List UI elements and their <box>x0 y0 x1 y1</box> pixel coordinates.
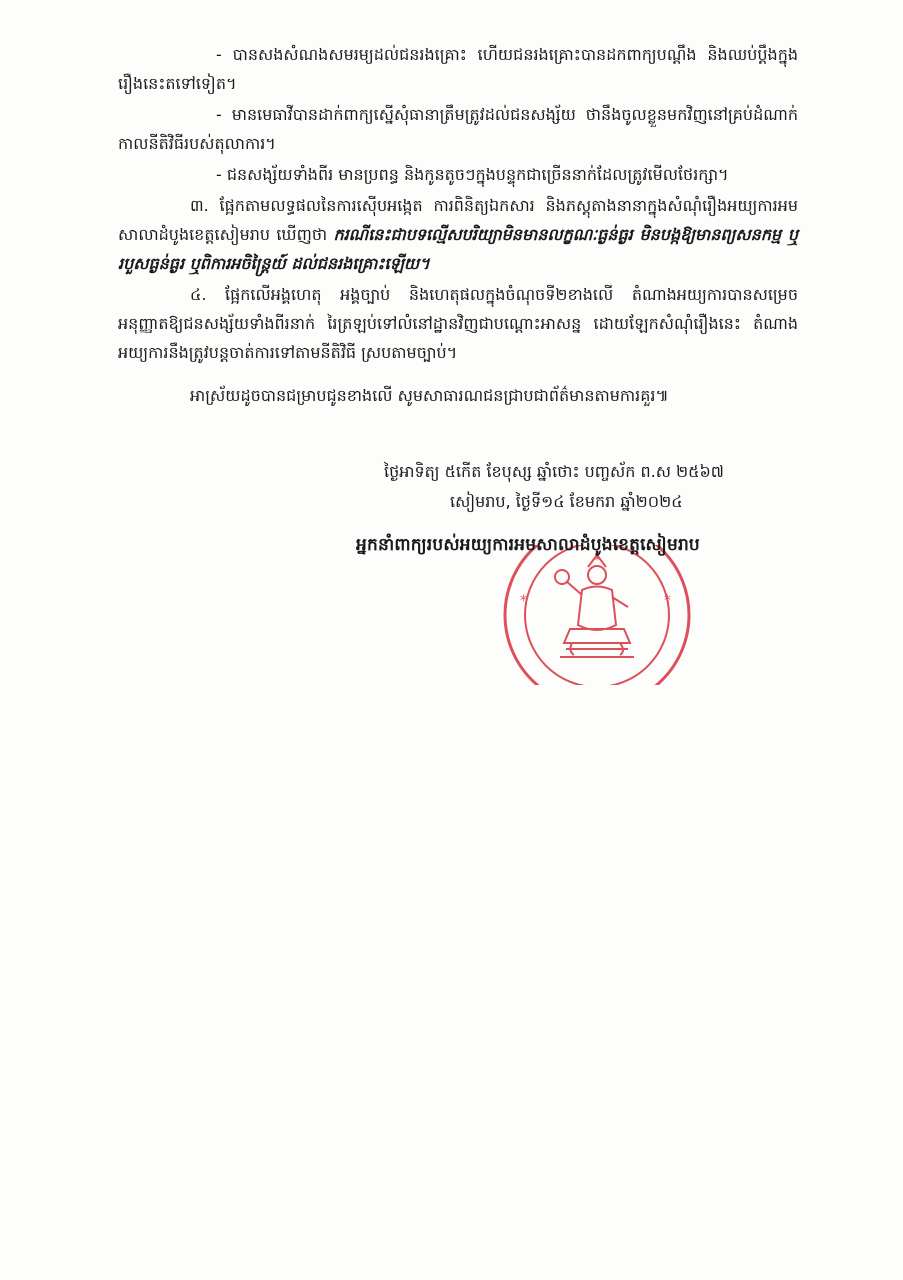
point-3-text: ៣. ផ្អែកតាមលទ្ធផលនៃការស៊ើបអង្កេត ការពិនិត្យឯកសារ និងភស្តុតាងនានាក្នុងសំណុំរឿងអយ្យការអមសាលាដំបូងខេត្តសៀមរាប ឃើញថា <box>118 196 798 244</box>
point-4: ៤. ផ្អែកលើអង្គហេតុ អង្គច្បាប់ និងហេតុផលក្នុងចំណុចទី២ខាងលើ តំណាងអយ្យការបានសម្រេចអនុញ្ញាតឱ្យជនសង្ស័យទាំងពីរនាក់ រៃត្រឡប់ទៅលំនៅដ្ឋានវិញជាបណ្តោះអាសន្ន ដោយឡែកសំណុំរឿងនេះ តំណាងអយ្យការនឹងត្រូវបន្តចាត់ការទៅតាមនីតិវិធី ស្របតាមច្បាប់។ <box>118 285 798 362</box>
closing-statement: អាស្រ័យដូចបានជម្រាបជូនខាងលើ សូមសាធារណជនជ្រាបជាព័ត៌មានតាមការគួរ៕ <box>190 386 669 405</box>
lunar-date: ថ្ងៃអាទិត្យ ៥កើត ខែបុស្ស ឆ្នាំថោះ បញ្ចស័ក ព.ស ២៥៦៧ <box>384 462 724 481</box>
svg-text:*: * <box>664 593 671 609</box>
svg-text:*: * <box>594 555 600 566</box>
solar-date: សៀមរាប, ថ្ងៃទី១៤ ខែមករា ឆ្នាំ២០២៤ <box>450 492 683 511</box>
bullet-compensation: - បានសងសំណងសមរម្យដល់ជនរងគ្រោះ ហើយជនរងគ្រោះបានដកពាក្យបណ្តឹង និងឈប់ប្តឹងក្នុងរឿងនេះតទៅទៀត។ <box>118 45 798 93</box>
point-3 <box>118 191 798 278</box>
point-3-emphasis: ករណីនេះជាបទល្មើសបរិយ្យាមិនមានលក្ខណៈធ្ងន់ធ្ងរ មិនបង្កឱ្យមានព្យសនកម្ម ឬរបួសធ្ងន់ធ្ងរ ឬពិការអចិន្ត្រៃយ៍ ដល់ជនរងគ្រោះឡើយ។ <box>118 225 798 273</box>
signature-title: អ្នកនាំពាក្យរបស់អយ្យការអមសាលាដំបូងខេត្តសៀមរាប <box>356 535 700 555</box>
official-seal <box>500 545 695 685</box>
document-body <box>118 40 798 412</box>
bullet-lawyer-guarantee: - មានមេធាវីបានដាក់ពាក្យស្នើសុំធានាត្រឹមត្រូវដល់ជនសង្ស័យ ថានឹងចូលខ្លួនមកវិញនៅគ្រប់ដំណាក់កាលនីតិវិធីរបស់តុលាការ។ <box>118 105 798 153</box>
date-block <box>384 457 804 517</box>
bullet-family-dependents: - ជនសង្ស័យទាំងពីរ មានប្រពន្ធ និងកូនតូចៗក្នុងបន្ទុកជាច្រើននាក់ដែលត្រូវមើលថែរក្សា។ <box>216 165 729 184</box>
svg-text:*: * <box>520 593 527 609</box>
